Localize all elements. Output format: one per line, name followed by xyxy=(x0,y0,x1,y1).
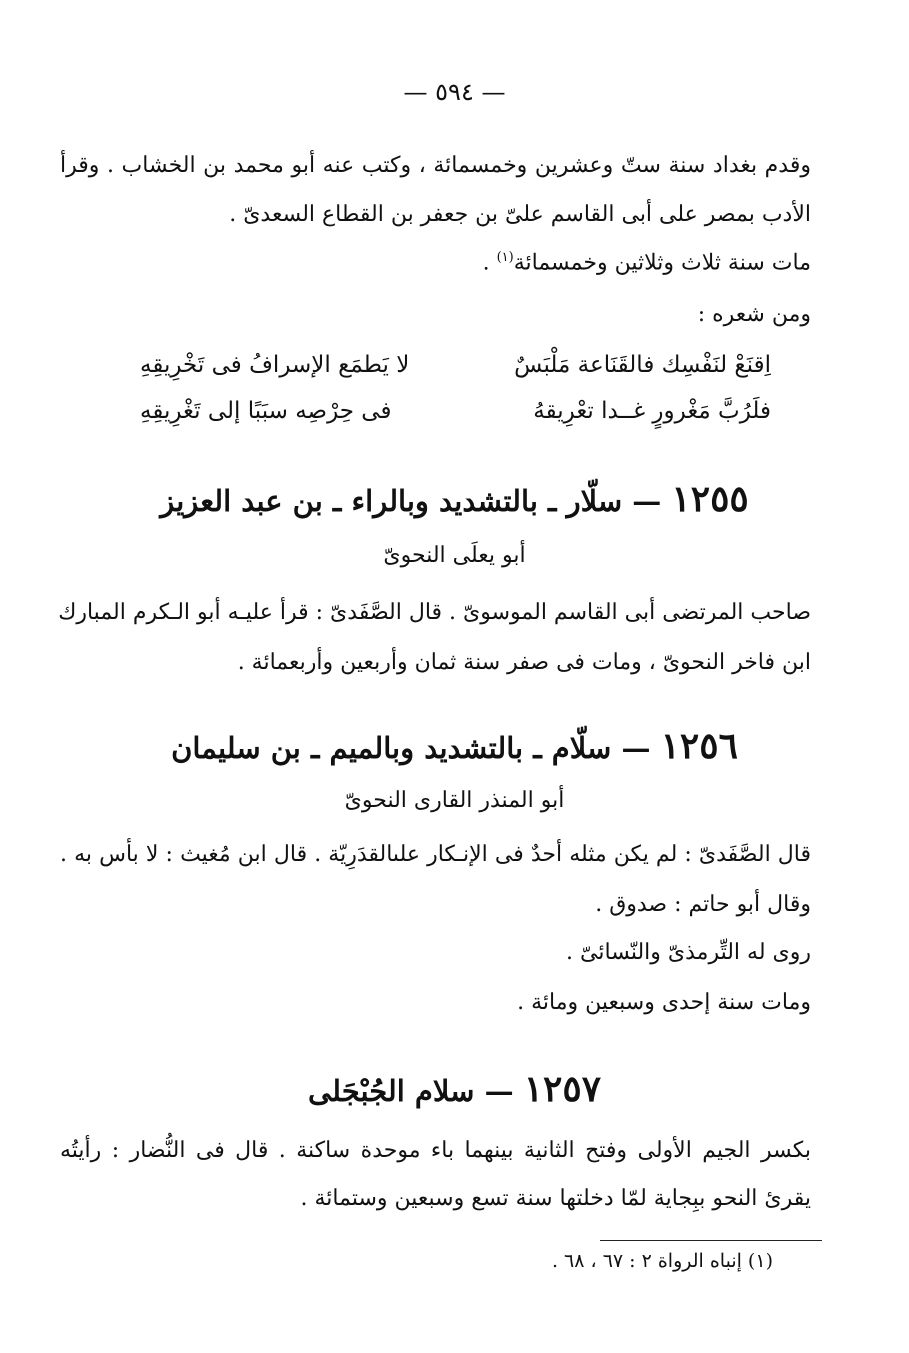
text-span: مات سنة ثلاث وثلاثين وخمسمائة xyxy=(513,250,811,276)
text-line: بكسر الجيم الأولى وفتح الثانية بينهما باء موحدة ساكنة . قال فى النُّضار : رأيتُه xyxy=(60,1138,811,1163)
verse-hemistich-left: فى حِرْصِه سبَبًا إلى تَغْرِيقِهِ xyxy=(140,398,392,424)
verse-hemistich-left: لا يَطمَع الإسرافُ فى تَخْرِيقِهِ xyxy=(140,352,410,378)
text-line: يقرئ النحو ببِجاية لمّا دخلتها سنة تسع وسبعين وستمائة . xyxy=(300,1186,811,1211)
entry-number: ١٢٥٧ xyxy=(523,1068,602,1110)
text-line: الأدب بمصر على أبى القاسم علىّ بن جعفر بن القطاع السعدىّ . xyxy=(229,202,811,227)
text-span: . xyxy=(482,250,497,276)
entry-heading xyxy=(0,478,909,520)
page-number: — ٥٩٤ — xyxy=(403,78,506,106)
entry-title: — سلّام ـ بالتشديد وبالميم ـ بن سليمان xyxy=(171,731,651,765)
text-line: صاحب المرتضى أبى القاسم الموسوىّ . قال الصَّفَدىّ : قرأ عليـه أبو الـكرم المبارك xyxy=(58,600,811,625)
poem-verse xyxy=(140,352,771,386)
text-line: وقال أبو حاتم : صدوق . xyxy=(595,892,811,917)
entry-heading xyxy=(0,725,909,767)
verse-hemistich-right: اِقنَعْ لنَفْسِك فالقَنَاعة مَلْبَسٌ xyxy=(514,352,771,378)
poetry-intro: ومن شعره : xyxy=(697,302,811,327)
text-line: ومات سنة إحدى وسبعين ومائة . xyxy=(517,990,811,1015)
entry-title: — سلّار ـ بالتشديد وبالراء ـ بن عبد العزيز xyxy=(160,484,662,518)
entry-kunya: أبو المنذر القارى النحوىّ xyxy=(344,788,565,813)
text-line: ابن فاخر النحوىّ ، ومات فى صفر سنة ثمان وأربعين وأربعمائة . xyxy=(237,650,811,675)
entry-kunya: أبو يعلَى النحوىّ xyxy=(383,543,526,568)
text-line: وقدم بغداد سنة ستّ وعشرين وخمسمائة ، وكتب عنه أبو محمد بن الخشاب . وقرأ xyxy=(60,153,811,178)
verse-hemistich-right: فلَرُبَّ مَغْرورٍ غــدا تعْرِيقهُ xyxy=(533,398,771,424)
entry-title: — سلام الجُبْجَلى xyxy=(307,1074,514,1108)
entry-heading xyxy=(0,1068,909,1110)
entry-number: ١٢٥٦ xyxy=(660,725,738,767)
footnote-ref: (١) xyxy=(496,250,514,265)
entry-number: ١٢٥٥ xyxy=(671,478,749,520)
footnote-rule xyxy=(600,1240,822,1241)
poem-verse xyxy=(140,398,771,432)
text-line: روى له التِّرمذىّ والنّسائىّ . xyxy=(566,940,811,965)
text-line: قال الصَّفَدىّ : لم يكن مثله أحدٌ فى الإنـكار علىالقدَرِيّة . قال ابن مُغيث : لا بأس به . xyxy=(60,842,811,867)
footnote: (١) إنباه الرواة ٢ : ٦٧ ، ٦٨ . xyxy=(551,1250,773,1272)
text-line xyxy=(60,250,811,275)
